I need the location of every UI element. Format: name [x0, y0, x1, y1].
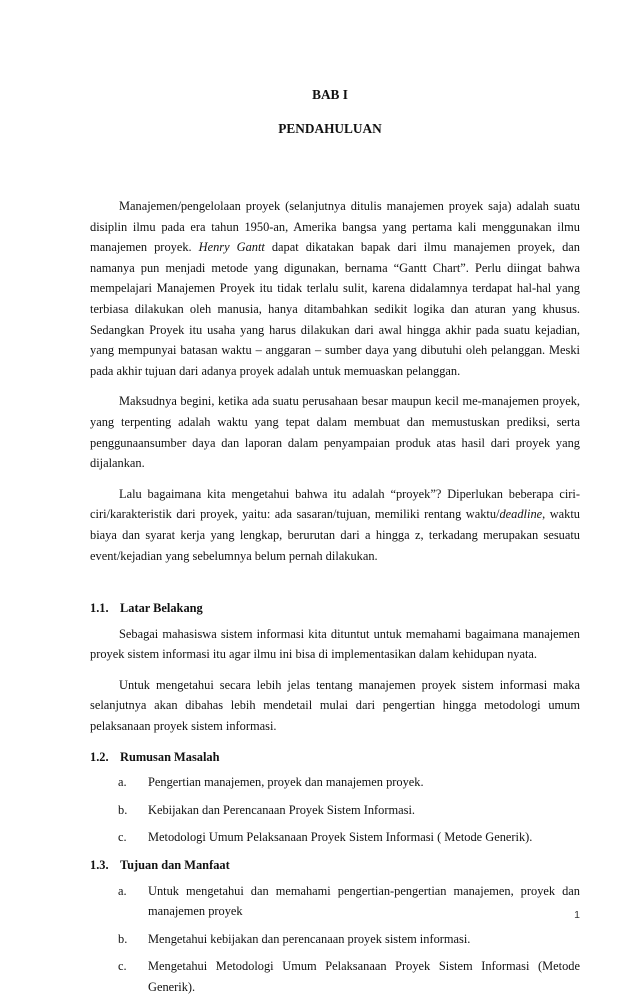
list-marker: c. — [118, 959, 127, 974]
list-item-text: Mengetahui Metodologi Umum Pelaksanaan Proyek Sistem Informasi (Metode Generik). — [148, 959, 580, 994]
chapter-title: PENDAHULUAN — [278, 121, 382, 136]
section-title: Rumusan Masalah — [120, 749, 220, 764]
list-item-text: Pengertian manajemen, proyek dan manajemen proyek. — [148, 775, 424, 790]
list-item — [90, 956, 580, 997]
ordered-list — [90, 881, 580, 998]
list-marker: b. — [118, 802, 128, 817]
list-item-text: Metodologi Umum Pelaksanaan Proyek Sistem Informasi ( Metode Generik). — [148, 830, 533, 845]
list-item — [90, 827, 580, 848]
intro-paragraph — [90, 484, 580, 566]
ordered-list — [90, 772, 580, 848]
list-item-text: Kebijakan dan Perencanaan Proyek Sistem Informasi. — [148, 802, 416, 817]
section-heading — [90, 855, 580, 876]
page-number: 1 — [574, 909, 580, 921]
section-number: 1.2. — [90, 749, 109, 764]
paragraph-text: , waktu biaya dan syarat kerja yang lengkap, berurutan dari a hingga z, terkadang merupakan sesuatu event/kejadian yang sebelumnya belum pernah dilakukan. — [90, 507, 580, 563]
italic-text: deadline — [499, 507, 543, 522]
italic-text: Henry Gantt — [198, 240, 265, 255]
section-heading — [90, 747, 580, 768]
section-number: 1.3. — [90, 858, 109, 873]
paragraph-text: dapat dikatakan bapak dari ilmu manajemen proyek, dan namanya pun menjadi metode yang digunakan, bernama “Gantt Chart”. Perlu diingat bahwa mempelajari Manajemen Proyek itu tidak terlalu sulit, karena didalamnya terdapat hal-hal yang terbiasa dilakukan oleh manusia, hanya ditambahkan sedikit logika dan aturan yang khusus. Sedangkan Proyek itu usaha yang harus dilakukan dari awal hingga akhir pada suatu kejadian, yang mempunyai batasan waktu – anggaran – sumber daya yang dibutuhi oleh pelanggan. Meski pada akhir tujuan dari adanya proyek adalah untuk memuaskan pelanggan. — [90, 240, 580, 378]
section-paragraph: Untuk mengetahui secara lebih jelas tentang manajemen proyek sistem informasi maka selanjutnya akan dibahas lebih mendetail mulai dari pengertian hingga metodologi umum pelaksanaan proyek sistem informasi. — [90, 677, 580, 734]
paragraph-text: Manajemen/pengelolaan proyek (selanjutnya ditulis manajemen proyek saja) adalah suatu disiplin ilmu pada era tahun 1950-an, Amerika bangsa yang pertama kali menggunakan ilmu manajemen proyek. — [90, 199, 580, 255]
section-heading — [90, 598, 580, 619]
intro-paragraph — [90, 391, 580, 473]
list-marker: a. — [118, 775, 127, 790]
document-body — [90, 196, 580, 1005]
list-item-text: Untuk mengetahui dan memahami pengertian-pengertian manajemen, proyek dan manajemen proyek — [148, 883, 580, 919]
list-item — [90, 800, 580, 821]
intro-paragraph — [90, 196, 580, 381]
paragraph-text: Maksudnya begini, ketika ada suatu perusahaan besar maupun kecil me-manajemen proyek, yang terpenting adalah waktu yang tepat dalam membuat dan memustuskan prediksi, serta penggunaansumber daya dan laporan dalam penyampaian produk atas hasil dari proyek yang dijalankan. — [90, 394, 580, 471]
section-title: Latar Belakang — [120, 601, 203, 616]
section-spacer — [90, 576, 580, 592]
list-item-text: Mengetahui kebijakan dan perencanaan proyek sistem informasi. — [148, 931, 471, 946]
list-marker: c. — [118, 830, 127, 845]
paragraph-text: Lalu bagaimana kita mengetahui bahwa itu adalah “proyek”? Diperlukan beberapa ciri-ciri/karakteristik dari proyek, yaitu: ada sasaran/tujuan, memiliki rentang waktu/ — [90, 486, 580, 522]
list-item — [90, 929, 580, 950]
list-marker: a. — [118, 883, 127, 898]
list-marker: b. — [118, 931, 128, 946]
list-item — [90, 881, 580, 922]
list-item — [90, 772, 580, 793]
section-paragraph: Sebagai mahasiswa sistem informasi kita dituntut untuk memahami bagaimana manajemen proyek sistem informasi itu agar ilmu ini bisa di implementasikan dalam kehidupan nyata. — [90, 626, 580, 662]
section-number: 1.1. — [90, 601, 109, 616]
section-title: Tujuan dan Manfaat — [120, 858, 230, 873]
chapter-label: BAB I — [312, 87, 348, 102]
